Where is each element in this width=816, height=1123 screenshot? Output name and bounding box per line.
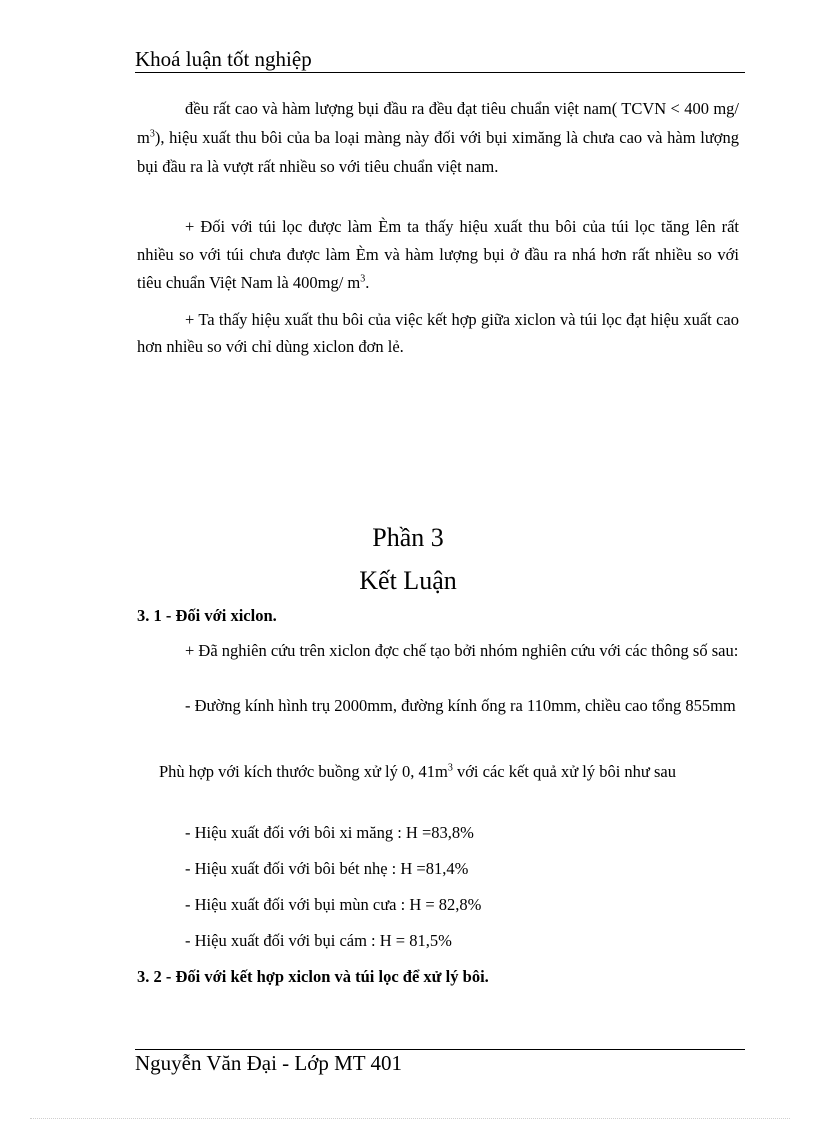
s31-paragraph-2: - Đường kính hình trụ 2000mm, đường kính ống ra 110mm, chiều cao tổng 855mm bbox=[185, 696, 736, 715]
section-title: Kết Luận bbox=[359, 566, 457, 595]
intro-p1-text-a: đều rất cao và hàm lượng bụi đầu ra đều đạt tiêu chuẩn việt nam( TCVN < 400 mg/ m bbox=[137, 99, 739, 147]
intro-p2-superscript: 3 bbox=[360, 273, 366, 285]
s31-paragraph-1: + Đã nghiên cứu trên xiclon đợc chế tạo bởi nhóm nghiên cứu với các thông số sau: bbox=[185, 641, 739, 660]
result-item: - Hiệu xuất đối với bôi bét nhẹ : H =81,4% bbox=[185, 859, 469, 878]
part-heading: Phần 3 bbox=[372, 523, 444, 552]
s31-p3-text-b: với các kết quả xử lý bôi như sau bbox=[452, 762, 676, 781]
page-footer: Nguyễn Văn Đại - Lớp MT 401 bbox=[135, 1051, 402, 1075]
section-3-1-heading: 3. 1 - Đối với xiclon. bbox=[137, 606, 277, 625]
intro-p1-superscript: 3 bbox=[149, 128, 155, 140]
section-3-2-heading: 3. 2 - Đối với kết hợp xiclon và túi lọc để xử lý bôi. bbox=[137, 967, 489, 986]
result-item: - Hiệu xuất đối với bụi mùn cưa : H = 82,8% bbox=[185, 895, 482, 914]
s31-paragraph-3 bbox=[137, 758, 739, 785]
intro-p2-text-a: + Đối với túi lọc được làm Èm ta thấy hiệu xuất thu bôi của túi lọc tăng lên rất nhiều so với túi chưa được làm Èm và hàm lượng bụi ở đầu ra nhá hơn rất nhiều so với tiêu chuẩn Việt Nam là 400mg/ m bbox=[137, 217, 739, 292]
s31-p3-text-a: Phù hợp với kích thước buồng xử lý 0, 41m bbox=[159, 762, 448, 781]
page-header: Khoá luận tốt nghiệp bbox=[135, 46, 745, 73]
s31-p3-superscript: 3 bbox=[447, 762, 453, 774]
intro-paragraph-3: + Ta thấy hiệu xuất thu bôi của việc kết hợp giữa xiclon và túi lọc đạt hiệu xuất cao hơn nhiều so với chỉ dùng xiclon đơn lẻ. bbox=[137, 310, 739, 356]
intro-paragraph-1 bbox=[137, 94, 739, 181]
page-bottom-border bbox=[30, 1118, 790, 1119]
result-item: - Hiệu xuất đối với bụi cám : H = 81,5% bbox=[185, 931, 452, 950]
intro-p2-text-b: . bbox=[365, 273, 370, 292]
result-item: - Hiệu xuất đối với bôi xi măng : H =83,8% bbox=[185, 823, 474, 842]
intro-paragraph-2 bbox=[137, 213, 739, 297]
intro-p1-text-b: ), hiệu xuất thu bôi của ba loại màng này đối với bụi ximăng là chưa cao và hàm lượng bụi đầu ra là vượt rất nhiều so với tiêu chuẩn việt nam. bbox=[137, 128, 739, 176]
